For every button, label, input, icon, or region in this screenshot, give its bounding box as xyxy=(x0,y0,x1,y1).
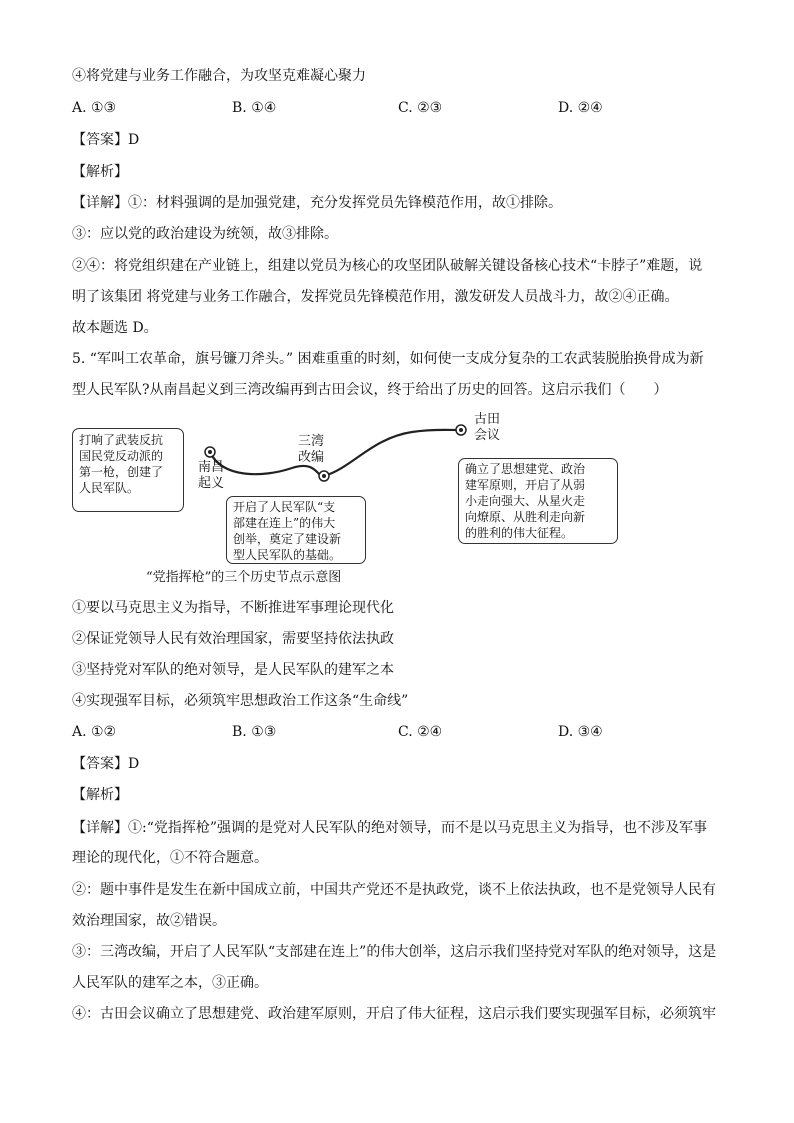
q5-detail-line: 效治理国家，故②错误。 xyxy=(72,913,226,929)
nanchang-label xyxy=(198,460,224,492)
q5-option-a: A. ①② xyxy=(72,724,117,740)
q4-answer xyxy=(72,130,139,150)
callout-line: 向燎原、从胜利走向新 xyxy=(465,510,586,524)
figure-caption: “党指挥枪”的三个历史节点示意图 xyxy=(146,570,342,585)
q5-item: ①要以马克思主义为指导，不断推进军事理论现代化 xyxy=(72,600,394,616)
callout-line: 的胜利的伟大征程。 xyxy=(465,526,574,540)
q5-item: ④实现强军目标，必须筑牢思想政治工作这条“生命线” xyxy=(72,693,409,709)
q4-option-c: C. ②③ xyxy=(398,100,443,116)
q4-detail-line: 明了该集团 将党建与业务工作融合，发挥党员先锋模范作用，激发研发人员战斗力，故②④正确。 xyxy=(72,289,679,305)
q4-item-4: ④将党建与业务工作融合，为攻坚克难凝心聚力 xyxy=(72,68,366,84)
party-commands-gun-diagram xyxy=(72,412,632,588)
q5-detail-line: 【详解】①:“党指挥枪”强调的是党对人民军队的绝对领导，而不是以马克思主义为指导，也不涉及军事 xyxy=(72,820,708,836)
node-label-line: 起义 xyxy=(198,476,225,491)
answer-value: D xyxy=(128,756,140,772)
q5-stem-line: 5. “军叫工农革命，旗号镰刀斧头。” 困难重重的时刻，如何使一支成分复杂的工农武装脱胎换骨成为新 xyxy=(72,351,704,367)
callout-line: 打响了武装反抗 xyxy=(79,433,164,447)
nanchang-callout xyxy=(72,428,184,512)
q5-option-b: B. ①③ xyxy=(232,724,277,740)
q4-analysis-heading: 【解析】 xyxy=(72,164,128,180)
q5-detail-line: ④：古田会议确立了思想建党、政治建军原则，开启了伟大征程，这启示我们要实现强军目标，必须筑牢 xyxy=(72,1006,716,1022)
q5-option-d: D. ③④ xyxy=(558,724,603,740)
callout-line: 型人民军队的基础。 xyxy=(233,548,342,562)
q5-answer xyxy=(72,754,139,774)
answer-value: D xyxy=(128,132,140,148)
callout-line: 国民党反动派的 xyxy=(79,449,164,463)
q5-option-c: C. ②④ xyxy=(398,724,443,740)
gutian-callout xyxy=(458,458,618,544)
sanwan-label xyxy=(298,434,324,466)
q4-detail-line: 【详解】①：材料强调的是加强党建，充分发挥党员先锋模范作用，故①排除。 xyxy=(72,195,562,211)
callout-line: 开启了人民军队“支 xyxy=(233,500,336,514)
callout-line: 小走向强大、从星火走 xyxy=(465,494,586,508)
sanwan-callout xyxy=(226,496,366,564)
q5-detail-line: ②：题中事件是发生在新中国成立前，中国共产党还不是执政党，谈不上依法执政，也不是党领导人民有 xyxy=(72,882,716,898)
q5-detail-line: ③：三湾改编，开启了人民军队“支部建在连上”的伟大创举，这启示我们坚持党对军队的绝对领导，这是 xyxy=(72,944,717,960)
q5-item: ②保证党领导人民有效治理国家，需要坚持依法执政 xyxy=(72,631,394,647)
q5-item: ③坚持党对军队的绝对领导，是人民军队的建军之本 xyxy=(72,662,394,678)
q5-detail-line: 人民军队的建军之本，③正确。 xyxy=(72,975,268,991)
q5-analysis-heading: 【解析】 xyxy=(72,787,128,803)
node-label-line: 南昌 xyxy=(198,460,225,475)
callout-line: 人民军队。 xyxy=(79,481,140,495)
q5-stem-line: 型人民军队?从南昌起义到三湾改编再到古田会议，终于给出了历史的回答。这启示我们（ ） xyxy=(72,382,668,398)
q4-detail-line: ③：应以党的政治建设为统领，故③排除。 xyxy=(72,226,338,242)
node-label-line: 会议 xyxy=(474,428,501,443)
q4-detail-line: 故本题选 D。 xyxy=(72,320,158,336)
callout-line: 确立了思想建党、政治 xyxy=(465,462,586,476)
answer-tag: 【答案】 xyxy=(72,756,128,772)
q5-detail-line: 理论的现代化，①不符合题意。 xyxy=(72,850,268,866)
node-label-line: 三湾 xyxy=(298,434,325,449)
q4-option-b: B. ①④ xyxy=(232,100,277,116)
q4-option-a: A. ①③ xyxy=(72,100,117,116)
gutian-label xyxy=(474,412,500,444)
callout-line: 部建在连上”的伟大 xyxy=(233,516,336,530)
q4-detail-line: ②④：将党组织建在产业链上，组建以党员为核心的攻坚团队破解关键设备核心技术“卡脖子”难题，说 xyxy=(72,258,703,274)
node-label-line: 改编 xyxy=(298,450,325,465)
node-label-line: 古田 xyxy=(474,412,501,427)
callout-line: 第一枪，创建了 xyxy=(79,465,164,479)
callout-line: 创举，奠定了建设新 xyxy=(233,532,342,546)
q4-option-d: D. ②④ xyxy=(558,100,603,116)
answer-tag: 【答案】 xyxy=(72,132,128,148)
callout-line: 建军原则，开启了从弱 xyxy=(465,478,586,492)
